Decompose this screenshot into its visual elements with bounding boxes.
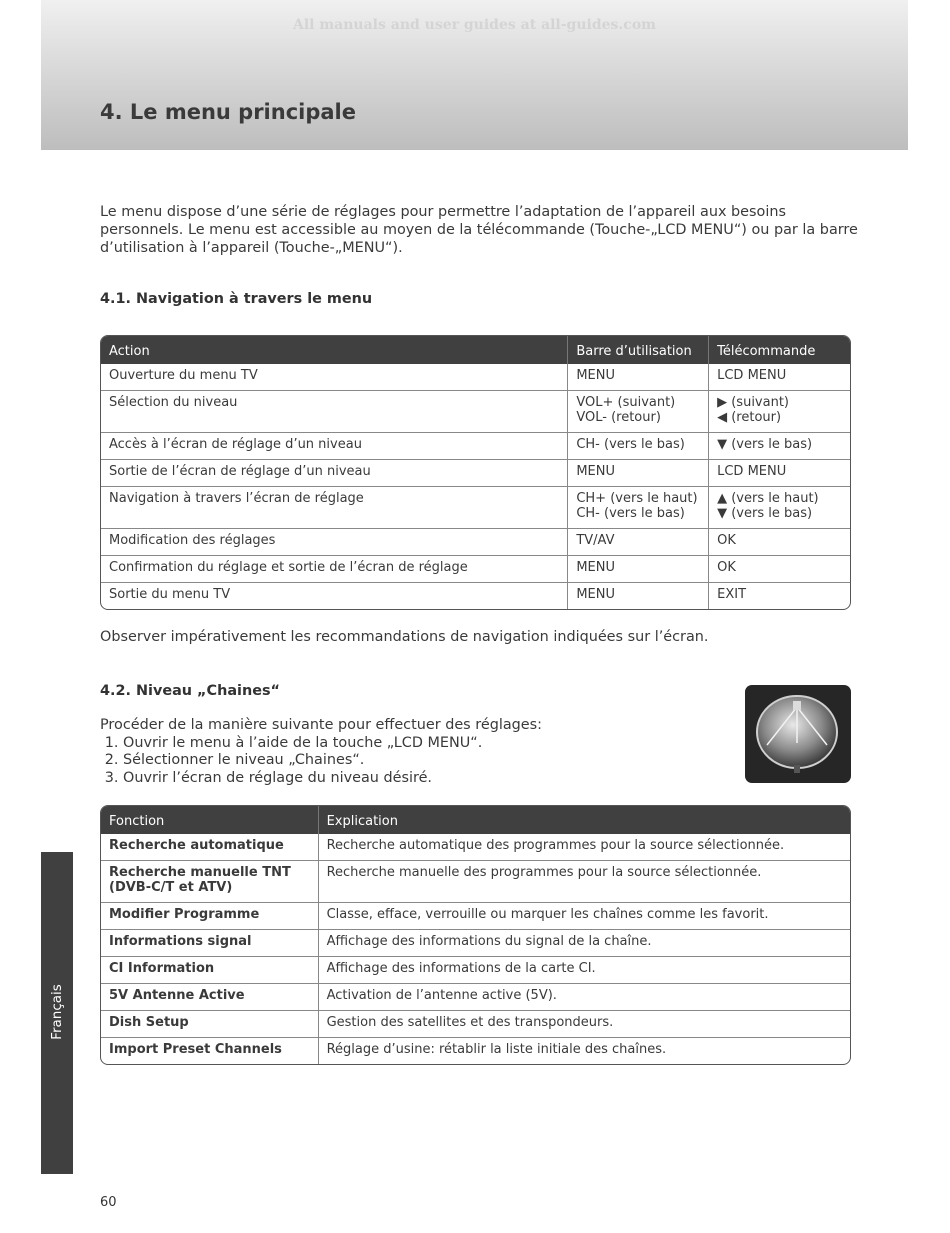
table-row bbox=[101, 555, 850, 582]
watermark: All manuals and user guides at all-guides.com bbox=[293, 17, 656, 33]
satellite-dish-icon bbox=[745, 685, 851, 783]
explanation-cell: Gestion des satellites et des transpondeurs. bbox=[318, 1010, 850, 1037]
explanation-cell: Activation de l’antenne active (5V). bbox=[318, 983, 850, 1010]
table-header-row bbox=[101, 806, 850, 834]
remote-cell: ▼ (vers le bas) bbox=[708, 432, 850, 459]
bar-cell: MENU bbox=[567, 459, 708, 486]
table-row bbox=[101, 929, 850, 956]
list-item: 1. Ouvrir le menu à l’aide de la touche „LCD MENU“. bbox=[123, 735, 542, 753]
table-row bbox=[101, 364, 850, 390]
table-header-row bbox=[101, 336, 850, 364]
column-header-action: Action bbox=[101, 336, 567, 364]
function-table bbox=[100, 805, 851, 1065]
action-cell: Modification des réglages bbox=[101, 528, 567, 555]
page-header bbox=[41, 0, 908, 150]
remote-cell: LCD MENU bbox=[708, 459, 850, 486]
language-label: Français bbox=[49, 984, 65, 1040]
explanation-cell: Affichage des informations de la carte CI. bbox=[318, 956, 850, 983]
function-cell: CI Information bbox=[101, 956, 318, 983]
remote-cell: ▶ (suivant) ◀ (retour) bbox=[708, 390, 850, 432]
list-item: 2. Sélectionner le niveau „Chaines“. bbox=[123, 752, 542, 770]
function-cell: Dish Setup bbox=[101, 1010, 318, 1037]
table-row bbox=[101, 432, 850, 459]
explanation-cell: Classe, efface, verrouille ou marquer les chaînes comme les favorit. bbox=[318, 902, 850, 929]
instructions-lead: Procéder de la manière suivante pour effectuer des réglages: bbox=[100, 717, 542, 733]
function-cell: Informations signal bbox=[101, 929, 318, 956]
table-row bbox=[101, 459, 850, 486]
action-cell: Sélection du niveau bbox=[101, 390, 567, 432]
instructions bbox=[100, 717, 542, 787]
action-cell: Ouverture du menu TV bbox=[109, 368, 258, 383]
function-cell: 5V Antenne Active bbox=[101, 983, 318, 1010]
table-row bbox=[101, 486, 850, 528]
remote-cell: EXIT bbox=[708, 582, 850, 609]
function-cell: Import Preset Channels bbox=[101, 1037, 318, 1064]
bar-cell: MENU bbox=[567, 364, 708, 390]
bar-cell: CH- (vers le bas) bbox=[567, 432, 708, 459]
action-cell: Accès à l’écran de réglage d’un niveau bbox=[101, 432, 567, 459]
table-row bbox=[101, 860, 850, 902]
remote-cell: ▲ (vers le haut) ▼ (vers le bas) bbox=[708, 486, 850, 528]
table-row bbox=[101, 983, 850, 1010]
navigation-note: Observer impérativement les recommandations de navigation indiquées sur l’écran. bbox=[100, 629, 709, 645]
steps-list bbox=[100, 735, 542, 788]
table-row bbox=[101, 528, 850, 555]
explanation-cell: Recherche automatique des programmes pour la source sélectionnée. bbox=[318, 834, 850, 860]
navigation-table bbox=[100, 335, 851, 610]
action-cell: Sortie du menu TV bbox=[101, 582, 567, 609]
page-title: 4. Le menu principale bbox=[100, 100, 356, 124]
table-row bbox=[101, 902, 850, 929]
function-cell: Recherche automatique bbox=[109, 838, 284, 853]
bar-cell: MENU bbox=[567, 555, 708, 582]
table-row bbox=[101, 956, 850, 983]
column-header-function: Fonction bbox=[101, 806, 318, 834]
bar-cell: MENU bbox=[567, 582, 708, 609]
bar-cell: VOL+ (suivant) VOL- (retour) bbox=[567, 390, 708, 432]
remote-cell: OK bbox=[708, 528, 850, 555]
column-header-remote: Télécommande bbox=[708, 336, 850, 364]
bar-cell: CH+ (vers le haut) CH- (vers le bas) bbox=[567, 486, 708, 528]
column-header-explanation: Explication bbox=[318, 806, 850, 834]
table-row bbox=[101, 1037, 850, 1064]
language-sidebar bbox=[41, 852, 73, 1174]
function-cell: Recherche manuelle TNT (DVB-C/T et ATV) bbox=[101, 860, 318, 902]
page-number: 60 bbox=[100, 1195, 117, 1210]
remote-cell: LCD MENU bbox=[708, 364, 850, 390]
explanation-cell: Réglage d’usine: rétablir la liste initiale des chaînes. bbox=[318, 1037, 850, 1064]
bar-cell: TV/AV bbox=[567, 528, 708, 555]
section-heading-navigation: 4.1. Navigation à travers le menu bbox=[100, 291, 373, 307]
table-row bbox=[101, 390, 850, 432]
table-row bbox=[101, 582, 850, 609]
column-header-bar: Barre d’utilisation bbox=[567, 336, 708, 364]
function-cell: Modifier Programme bbox=[101, 902, 318, 929]
remote-cell: OK bbox=[708, 555, 850, 582]
table-row bbox=[101, 1010, 850, 1037]
action-cell: Confirmation du réglage et sortie de l’écran de réglage bbox=[101, 555, 567, 582]
action-cell: Sortie de l’écran de réglage d’un niveau bbox=[101, 459, 567, 486]
action-cell: Navigation à travers l’écran de réglage bbox=[101, 486, 567, 528]
list-item: 3. Ouvrir l’écran de réglage du niveau désiré. bbox=[123, 770, 542, 788]
explanation-cell: Recherche manuelle des programmes pour la source sélectionnée. bbox=[318, 860, 850, 902]
explanation-cell: Affichage des informations du signal de la chaîne. bbox=[318, 929, 850, 956]
intro-paragraph: Le menu dispose d’une série de réglages pour permettre l’adaptation de l’appareil aux besoins personnels. Le menu est accessible au moyen de la télécommande (Touche-„LCD MENU“) ou par la barre d’utilisation à l’appareil (Touche-„MENU“). bbox=[100, 204, 858, 256]
table-row bbox=[101, 834, 850, 860]
section-heading-chaines: 4.2. Niveau „Chaines“ bbox=[100, 683, 280, 699]
